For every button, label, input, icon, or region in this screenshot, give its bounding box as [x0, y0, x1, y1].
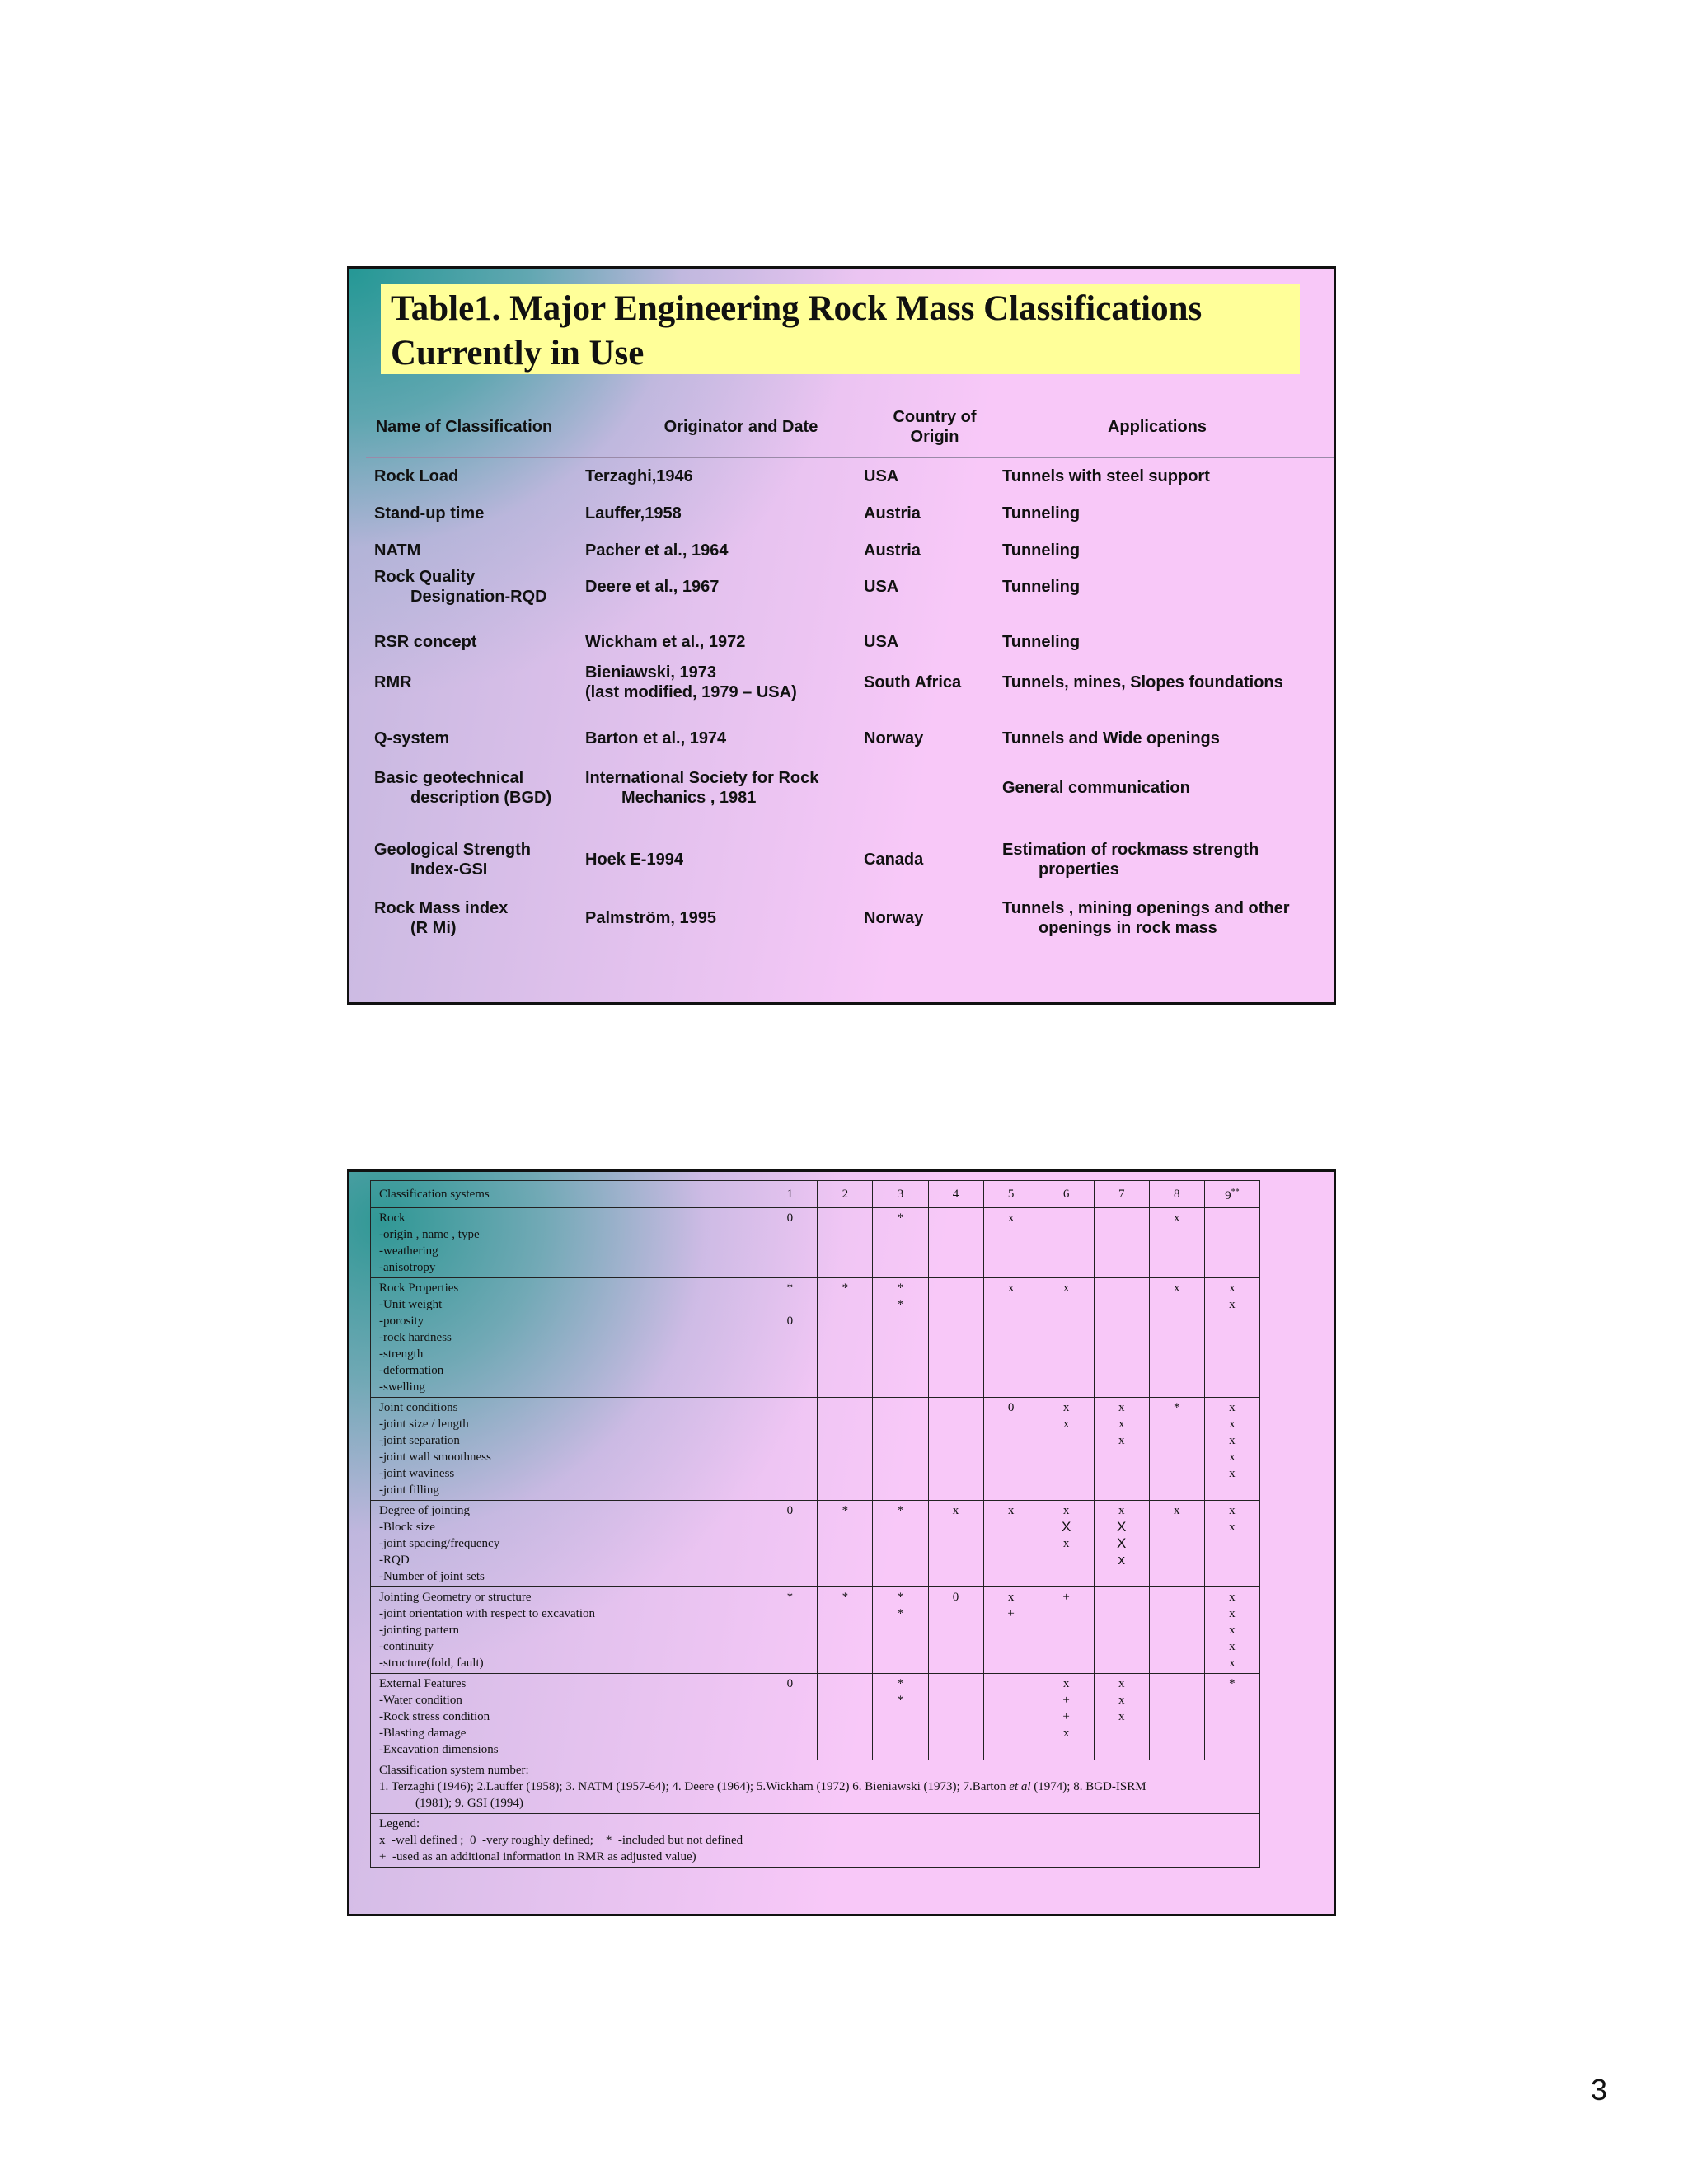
row-10-name-line: (R Mi) — [410, 919, 457, 937]
matrix-cell-system-2 — [818, 1208, 873, 1278]
matrix-cell-system-6 — [1039, 1587, 1094, 1674]
row-3-app-line: Tunneling — [1002, 541, 1081, 560]
matrix-cell-system-4 — [928, 1398, 983, 1501]
classification-matrix-table — [370, 1180, 1260, 1868]
row-6-orig — [585, 663, 797, 702]
notes-line-1-b: (1974); 8. BGD-ISRM — [1030, 1780, 1146, 1793]
matrix-mark: x — [1062, 1282, 1070, 1295]
matrix-mark: x — [1229, 1467, 1236, 1480]
notes-line-1 — [379, 1779, 1251, 1795]
row-1-name-line: Rock Load — [374, 467, 459, 485]
row-9-country — [864, 850, 923, 869]
row-9-orig — [585, 850, 683, 869]
notes-line-1-italic: et al — [1009, 1780, 1031, 1793]
matrix-mark: x — [1118, 1504, 1125, 1517]
row-2-country-line: Austria — [864, 504, 921, 523]
row-1-country-line: USA — [864, 467, 899, 485]
header-system-5 — [983, 1181, 1039, 1208]
row-9-name-line: Index-GSI — [410, 860, 488, 879]
matrix-row-label-line: -joint filling — [379, 1483, 439, 1497]
row-6-orig-line: Bieniawski, 1973 — [585, 663, 716, 682]
row-3-country-line: Austria — [864, 541, 921, 560]
matrix-mark: X — [1117, 1519, 1127, 1535]
row-3-orig — [585, 541, 728, 560]
matrix-cell-system-7 — [1094, 1398, 1149, 1501]
matrix-row-label-line: -origin , name , type — [379, 1228, 480, 1241]
row-6-app-line: Tunnels, mines, Slopes foundations — [1002, 673, 1283, 691]
matrix-mark: x — [1118, 1434, 1125, 1447]
matrix-cell-system-8 — [1149, 1398, 1204, 1501]
page-number: 3 — [1591, 2073, 1608, 2107]
row-4-country — [864, 577, 898, 597]
row-3-country — [864, 541, 921, 560]
matrix-row-label-line: Rock — [379, 1212, 406, 1225]
matrix-mark: x — [952, 1504, 959, 1517]
matrix-cell-system-8 — [1149, 1587, 1204, 1674]
row-3-name-line: NATM — [374, 541, 421, 560]
matrix-mark: + — [1062, 1694, 1070, 1707]
matrix-row-label — [371, 1398, 762, 1501]
matrix-mark: * — [1229, 1677, 1236, 1690]
matrix-mark: x — [1062, 1727, 1070, 1740]
matrix-row-label-line: -porosity — [379, 1315, 424, 1328]
row-1-orig — [585, 466, 693, 486]
row-9-orig-line: Hoek E-1994 — [585, 851, 683, 869]
matrix-cell-system-3 — [873, 1674, 928, 1760]
matrix-row-label-line: -Blasting damage — [379, 1727, 467, 1740]
matrix-row — [371, 1208, 1260, 1278]
notes-line-2: (1981); 9. GSI (1994) — [415, 1797, 523, 1810]
row-8-orig-line: International Society for Rock — [585, 769, 819, 787]
matrix-row — [371, 1278, 1260, 1398]
header-system-number: 2 — [842, 1188, 849, 1201]
matrix-mark: + — [1062, 1591, 1070, 1604]
header-system-7 — [1094, 1181, 1149, 1208]
matrix-row-label — [371, 1587, 762, 1674]
matrix-cell-system-1 — [762, 1501, 818, 1587]
matrix-row-label-line: -Rock stress condition — [379, 1710, 490, 1723]
matrix-mark: * — [842, 1504, 849, 1517]
matrix-row-label-line: -structure(fold, fault) — [379, 1657, 484, 1670]
matrix-cell-system-9 — [1204, 1587, 1259, 1674]
matrix-row-label-line: Joint conditions — [379, 1401, 458, 1414]
row-7-orig — [585, 729, 726, 748]
row-4-orig-line: Deere et al., 1967 — [585, 578, 720, 596]
header-country-line2: Origin — [910, 428, 959, 446]
matrix-row-label-line: Rock Properties — [379, 1282, 459, 1295]
matrix-mark: x — [1118, 1677, 1125, 1690]
matrix-cell-system-1 — [762, 1278, 818, 1398]
header-system-9-superscript: ** — [1231, 1188, 1240, 1197]
matrix-cell-system-8 — [1149, 1278, 1204, 1398]
row-6-name — [374, 673, 412, 692]
matrix-row-label-line: External Features — [379, 1677, 467, 1690]
matrix-mark: * — [897, 1591, 904, 1604]
row-7-country — [864, 729, 923, 748]
matrix-cell-system-4 — [928, 1501, 983, 1587]
matrix-mark: + — [1007, 1607, 1015, 1620]
matrix-cell-system-9 — [1204, 1674, 1259, 1760]
matrix-row-label-line: -anisotropy — [379, 1261, 436, 1274]
row-10-app-line: Tunnels , mining openings and other — [1002, 899, 1290, 917]
matrix-mark: x — [1118, 1694, 1125, 1707]
matrix-mark: * — [1174, 1401, 1180, 1414]
matrix-mark: x — [1007, 1212, 1015, 1225]
row-7-app — [1002, 729, 1220, 748]
matrix-cell-system-9 — [1204, 1501, 1259, 1587]
matrix-mark: x — [1174, 1282, 1180, 1295]
matrix-mark: x — [1229, 1451, 1236, 1464]
row-3-app — [1002, 541, 1080, 560]
matrix-mark: x — [1118, 1552, 1125, 1568]
row-8-name-line: Basic geotechnical — [374, 769, 524, 787]
row-2-name-line: Stand-up time — [374, 504, 485, 523]
matrix-mark: x — [1062, 1537, 1070, 1550]
row-1-country — [864, 466, 898, 486]
matrix-mark: x — [1229, 1657, 1236, 1670]
matrix-row-label-line: -jointing pattern — [379, 1624, 460, 1637]
slide-rock-mass-classifications — [347, 266, 1336, 1005]
matrix-mark: x — [1229, 1298, 1236, 1311]
matrix-cell-system-4 — [928, 1278, 983, 1398]
row-7-name-line: Q-system — [374, 729, 450, 748]
row-9-name-line: Geological Strength — [374, 841, 532, 859]
matrix-mark: X — [1061, 1519, 1071, 1535]
row-1-app-line: Tunnels with steel support — [1002, 467, 1210, 485]
row-6-name-line: RMR — [374, 673, 412, 691]
header-divider — [366, 457, 1334, 458]
matrix-mark: x — [1062, 1504, 1070, 1517]
matrix-cell-system-2 — [818, 1587, 873, 1674]
legend-row — [371, 1814, 1260, 1868]
row-9-app-line: properties — [1039, 860, 1119, 879]
row-2-app-line: Tunneling — [1002, 504, 1081, 523]
row-2-orig-line: Lauffer,1958 — [585, 504, 682, 523]
matrix-row-label — [371, 1674, 762, 1760]
matrix-header-row — [371, 1181, 1260, 1208]
header-system-number: 8 — [1174, 1188, 1180, 1201]
header-system-9 — [1204, 1181, 1259, 1208]
matrix-mark: x — [1229, 1282, 1236, 1295]
row-5-country-line: USA — [864, 633, 899, 651]
matrix-mark: x — [1229, 1521, 1236, 1534]
matrix-cell-system-8 — [1149, 1208, 1204, 1278]
row-7-app-line: Tunnels and Wide openings — [1002, 729, 1220, 748]
row-5-orig-line: Wickham et al., 1972 — [585, 633, 746, 651]
row-10-country — [864, 908, 923, 928]
matrix-row-label-line: Jointing Geometry or structure — [379, 1591, 532, 1604]
matrix-row-label-line: -strength — [379, 1347, 424, 1361]
matrix-row-label-line: -joint spacing/frequency — [379, 1537, 500, 1550]
row-7-name — [374, 729, 449, 748]
row-10-country-line: Norway — [864, 909, 924, 927]
matrix-cell-system-2 — [818, 1674, 873, 1760]
row-9-name — [374, 840, 531, 879]
matrix-cell-system-1 — [762, 1674, 818, 1760]
matrix-mark: x — [1229, 1504, 1236, 1517]
matrix-mark — [764, 1296, 815, 1313]
row-9-country-line: Canada — [864, 851, 924, 869]
matrix-mark: x — [1229, 1418, 1236, 1431]
row-10-name-line: Rock Mass index — [374, 899, 509, 917]
matrix-mark: * — [897, 1607, 904, 1620]
matrix-mark: * — [786, 1591, 794, 1604]
matrix-cell-system-5 — [983, 1278, 1039, 1398]
row-2-name — [374, 504, 484, 523]
matrix-mark: x — [1118, 1710, 1125, 1723]
row-4-app — [1002, 577, 1080, 597]
matrix-mark: x — [1229, 1607, 1236, 1620]
notes-line-1-a: 1. Terzaghi (1946); 2.Lauffer (1958); 3. NATM (1957-64); 4. Deere (1964); 5.Wickham (1972) 6. Bieniawski (1973); 7.Barton — [379, 1780, 1010, 1793]
matrix-mark: x — [1118, 1401, 1125, 1414]
matrix-row-label-line: Degree of jointing — [379, 1504, 470, 1517]
matrix-cell-system-5 — [983, 1674, 1039, 1760]
header-system-number: 1 — [786, 1188, 794, 1201]
matrix-row-label-line: -joint wall smoothness — [379, 1451, 491, 1464]
row-6-app — [1002, 673, 1283, 692]
row-3-orig-line: Pacher et al., 1964 — [585, 541, 729, 560]
title-box — [381, 284, 1300, 374]
matrix-mark: x — [1007, 1282, 1015, 1295]
matrix-mark: * — [842, 1591, 849, 1604]
row-10-app — [1002, 898, 1290, 938]
matrix-mark: x — [1229, 1640, 1236, 1653]
row-6-orig-line: (last modified, 1979 – USA) — [585, 683, 797, 701]
matrix-mark: X — [1117, 1535, 1127, 1551]
row-5-name — [374, 632, 476, 652]
slide-title — [391, 287, 1290, 376]
row-10-app-line: openings in rock mass — [1039, 919, 1217, 937]
header-country — [860, 407, 1009, 447]
matrix-row-label-line: -joint orientation with respect to excavation — [379, 1607, 596, 1620]
row-8-name — [374, 768, 551, 808]
matrix-cell-system-7 — [1094, 1278, 1149, 1398]
matrix-mark: x — [1062, 1418, 1070, 1431]
matrix-row-label-line: -deformation — [379, 1364, 444, 1377]
header-system-4 — [928, 1181, 983, 1208]
row-8-app — [1002, 778, 1190, 798]
header-name: Name of Classification — [375, 418, 553, 436]
matrix-mark: 0 — [786, 1212, 794, 1225]
header-system-6 — [1039, 1181, 1094, 1208]
row-10-orig — [585, 908, 716, 928]
matrix-mark: * — [897, 1677, 904, 1690]
row-8-orig-line: Mechanics , 1981 — [621, 789, 757, 807]
row-5-orig — [585, 632, 745, 652]
header-system-number: 9 — [1225, 1189, 1231, 1202]
row-10-orig-line: Palmström, 1995 — [585, 909, 716, 927]
row-9-app — [1002, 840, 1259, 879]
matrix-cell-system-7 — [1094, 1674, 1149, 1760]
matrix-cell-system-4 — [928, 1208, 983, 1278]
matrix-mark: x — [1118, 1418, 1125, 1431]
matrix-row-label-line: -RQD — [379, 1554, 410, 1567]
matrix-mark: * — [897, 1504, 904, 1517]
header-system-number: 6 — [1062, 1188, 1070, 1201]
notes-row — [371, 1760, 1260, 1814]
matrix-cell-system-6 — [1039, 1674, 1094, 1760]
row-1-name — [374, 466, 458, 486]
matrix-cell-system-1 — [762, 1208, 818, 1278]
matrix-mark: * — [897, 1212, 904, 1225]
title-line-1: Table1. Major Engineering Rock Mass Classifications — [391, 289, 1203, 328]
matrix-cell-system-2 — [818, 1501, 873, 1587]
matrix-row-label — [371, 1278, 762, 1398]
matrix-row-label-line: -joint size / length — [379, 1418, 469, 1431]
header-originator: Originator and Date — [663, 418, 818, 436]
matrix-cell-system-5 — [983, 1587, 1039, 1674]
header-system-number: 7 — [1118, 1188, 1125, 1201]
matrix-mark: x — [1062, 1401, 1070, 1414]
legend-line-1: x -well defined ; 0 -very roughly defined; * -included but not defined — [379, 1834, 743, 1847]
row-5-app-line: Tunneling — [1002, 633, 1081, 651]
matrix-row-label-line: -Unit weight — [379, 1298, 443, 1311]
matrix-mark: 0 — [786, 1504, 794, 1517]
row-10-name — [374, 898, 508, 938]
matrix-row — [371, 1501, 1260, 1587]
row-4-orig — [585, 577, 719, 597]
row-2-country — [864, 504, 921, 523]
matrix-mark: 0 — [952, 1591, 959, 1604]
matrix-mark: * — [897, 1694, 904, 1707]
matrix-cell-system-3 — [873, 1278, 928, 1398]
matrix-cell-system-5 — [983, 1208, 1039, 1278]
matrix-cell-system-6 — [1039, 1278, 1094, 1398]
row-4-app-line: Tunneling — [1002, 578, 1081, 596]
matrix-mark: x — [1229, 1624, 1236, 1637]
matrix-row-label-line: -continuity — [379, 1640, 434, 1653]
matrix-mark: 0 — [1007, 1401, 1015, 1414]
matrix-cell-system-6 — [1039, 1208, 1094, 1278]
matrix-mark: x — [1062, 1677, 1070, 1690]
legend-title: Legend: — [379, 1817, 420, 1830]
matrix-mark: * — [897, 1282, 904, 1295]
row-7-country-line: Norway — [864, 729, 924, 748]
matrix-mark: * — [786, 1282, 794, 1295]
matrix-cell-system-8 — [1149, 1674, 1204, 1760]
matrix-cell-system-1 — [762, 1398, 818, 1501]
matrix-cell-system-4 — [928, 1587, 983, 1674]
row-7-orig-line: Barton et al., 1974 — [585, 729, 727, 748]
row-9-app-line: Estimation of rockmass strength — [1002, 841, 1259, 859]
matrix-cell-system-4 — [928, 1674, 983, 1760]
matrix-cell-system-2 — [818, 1398, 873, 1501]
matrix-mark: x — [1174, 1212, 1180, 1225]
matrix-row-label — [371, 1501, 762, 1587]
matrix-row-label-line: -Number of joint sets — [379, 1570, 485, 1583]
header-system-2 — [818, 1181, 873, 1208]
matrix-row-label-line: -joint waviness — [379, 1467, 455, 1480]
matrix-mark: x — [1007, 1591, 1015, 1604]
matrix-mark: * — [897, 1298, 904, 1311]
classification-system-numbers-note — [371, 1760, 1260, 1814]
matrix-mark: x — [1229, 1591, 1236, 1604]
matrix-row-label-line: -Water condition — [379, 1694, 462, 1707]
header-system-number: 5 — [1007, 1188, 1015, 1201]
matrix-cell-system-5 — [983, 1501, 1039, 1587]
matrix-row — [371, 1587, 1260, 1674]
matrix-mark: x — [1007, 1504, 1015, 1517]
header-system-1 — [762, 1181, 818, 1208]
row-4-name-line: Designation-RQD — [410, 588, 547, 606]
matrix-cell-system-7 — [1094, 1501, 1149, 1587]
matrix-cell-system-1 — [762, 1587, 818, 1674]
row-4-name — [374, 567, 547, 607]
matrix-mark: + — [1062, 1710, 1070, 1723]
matrix-cell-system-3 — [873, 1587, 928, 1674]
header-country-line1: Country of — [893, 408, 977, 426]
matrix-cell-system-3 — [873, 1398, 928, 1501]
row-4-country-line: USA — [864, 578, 899, 596]
matrix-mark: x — [1229, 1401, 1236, 1414]
matrix-row-label-line: -swelling — [379, 1380, 425, 1394]
matrix-row — [371, 1674, 1260, 1760]
header-system-8 — [1149, 1181, 1204, 1208]
row-5-country — [864, 632, 898, 652]
matrix-row-label-line: -Block size — [379, 1521, 435, 1534]
matrix-cell-system-8 — [1149, 1501, 1204, 1587]
title-line-2: Currently in Use — [391, 334, 645, 373]
row-4-name-line: Rock Quality — [374, 568, 476, 586]
matrix-mark: x — [1174, 1504, 1180, 1517]
matrix-cell-system-9 — [1204, 1398, 1259, 1501]
row-8-orig — [585, 768, 818, 808]
header-applications: Applications — [1107, 418, 1207, 436]
matrix-mark: 0 — [786, 1677, 794, 1690]
matrix-row-label-line: -joint separation — [379, 1434, 460, 1447]
header-system-3 — [873, 1181, 928, 1208]
row-2-app — [1002, 504, 1080, 523]
matrix-cell-system-9 — [1204, 1278, 1259, 1398]
matrix-cell-system-3 — [873, 1501, 928, 1587]
matrix-mark: * — [842, 1282, 849, 1295]
legend-line-2: + -used as an additional information in RMR as adjusted value) — [379, 1850, 696, 1863]
matrix-cell-system-5 — [983, 1398, 1039, 1501]
notes-title: Classification system number: — [379, 1764, 529, 1777]
legend — [371, 1814, 1260, 1868]
matrix-cell-system-6 — [1039, 1501, 1094, 1587]
row-8-app-line: General communication — [1002, 779, 1190, 797]
matrix-row-label — [371, 1208, 762, 1278]
matrix-cell-system-2 — [818, 1278, 873, 1398]
matrix-cell-system-7 — [1094, 1587, 1149, 1674]
row-6-country — [864, 673, 961, 692]
matrix-row-label-line: -weathering — [379, 1244, 438, 1258]
matrix-cell-system-9 — [1204, 1208, 1259, 1278]
matrix-cell-system-3 — [873, 1208, 928, 1278]
slide-classification-systems-matrix — [347, 1169, 1336, 1916]
row-1-app — [1002, 466, 1210, 486]
row-1-orig-line: Terzaghi,1946 — [585, 467, 693, 485]
matrix-mark: x — [1229, 1434, 1236, 1447]
matrix-row-label-line: -rock hardness — [379, 1331, 452, 1344]
header-system-number: 3 — [897, 1188, 904, 1201]
matrix-cell-system-6 — [1039, 1398, 1094, 1501]
matrix-mark: 0 — [786, 1315, 794, 1328]
row-5-app — [1002, 632, 1080, 652]
row-6-country-line: South Africa — [864, 673, 962, 691]
matrix-row — [371, 1398, 1260, 1501]
row-8-name-line: description (BGD) — [410, 789, 552, 807]
matrix-cell-system-7 — [1094, 1208, 1149, 1278]
header-classification-systems: Classification systems — [371, 1181, 762, 1208]
header-system-number: 4 — [952, 1188, 959, 1201]
row-5-name-line: RSR concept — [374, 633, 477, 651]
matrix-row-label-line: -Excavation dimensions — [379, 1743, 499, 1756]
row-2-orig — [585, 504, 682, 523]
row-3-name — [374, 541, 420, 560]
